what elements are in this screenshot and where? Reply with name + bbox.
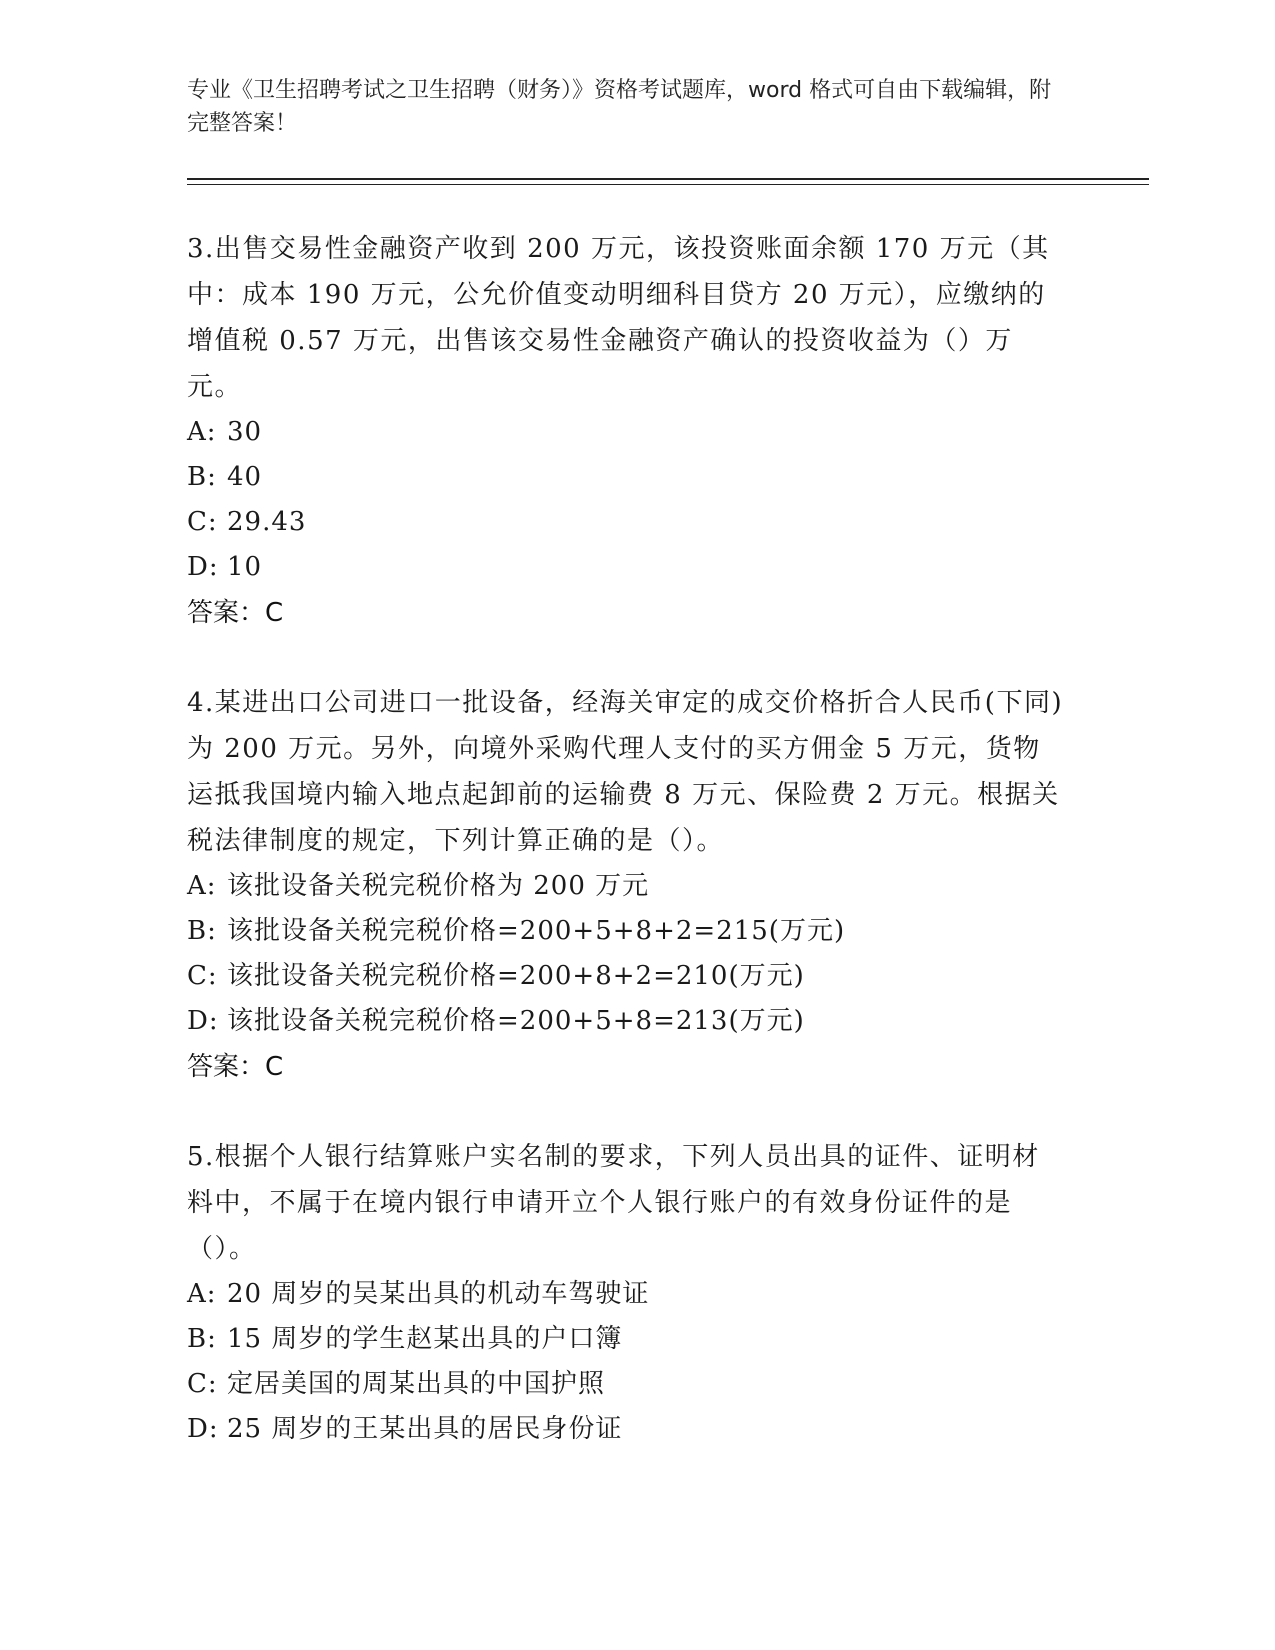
option-text: 40 (227, 462, 263, 492)
option-b (187, 909, 1067, 954)
option-label: C: (187, 1369, 218, 1399)
option-text: 该批设备关税完税价格=200+8+2=210(万元) (227, 961, 805, 991)
option-b (187, 455, 1067, 500)
option-label: D: (187, 1414, 219, 1444)
option-text: 该批设备关税完税价格为 200 万元 (227, 871, 650, 901)
header-text: 专业《卫生招聘考试之卫生招聘（财务）》资格考试题库，word 格式可自由下载编辑，附完整答案！ (187, 78, 1052, 136)
option-a (187, 410, 1067, 455)
option-label: A: (187, 871, 217, 901)
option-label: A: (187, 417, 217, 447)
question-stem: 4.某进出口公司进口一批设备，经海关审定的成交价格折合人民币(下同)为 200 万元。另外，向境外采购代理人支付的买方佣金 5 万元，货物运抵我国境内输入地点起卸前的运输费 8 万元、保险费 2 万元。根据关税法律制度的规定，下列计算正确的是（）。 (187, 688, 1064, 856)
question-4 (187, 680, 1067, 1090)
option-label: A: (187, 1279, 217, 1309)
option-label: C: (187, 961, 218, 991)
option-text: 30 (227, 417, 263, 447)
option-label: B: (187, 462, 217, 492)
option-c (187, 500, 1067, 545)
page-header (187, 74, 1067, 140)
option-d (187, 545, 1067, 590)
option-a (187, 864, 1067, 909)
answer: 答案：C (187, 598, 284, 628)
option-text: 定居美国的周某出具的中国护照 (227, 1369, 606, 1399)
option-d (187, 1407, 1067, 1452)
option-text: 20 周岁的吴某出具的机动车驾驶证 (227, 1279, 650, 1309)
question-5 (187, 1134, 1067, 1452)
option-label: D: (187, 1006, 219, 1036)
option-c (187, 954, 1067, 999)
option-text: 该批设备关税完税价格=200+5+8+2=215(万元) (227, 916, 846, 946)
option-d (187, 999, 1067, 1044)
option-text: 25 周岁的王某出具的居民身份证 (227, 1414, 623, 1444)
question-stem: 5.根据个人银行结算账户实名制的要求，下列人员出具的证件、证明材料中，不属于在境内银行申请开立个人银行账户的有效身份证件的是（）。 (187, 1142, 1040, 1264)
question-3 (187, 226, 1067, 636)
answer: 答案：C (187, 1052, 284, 1082)
option-label: C: (187, 507, 218, 537)
option-a (187, 1272, 1067, 1317)
header-rule-thin (187, 184, 1149, 185)
option-text: 29.43 (227, 507, 307, 537)
option-text: 该批设备关税完税价格=200+5+8=213(万元) (227, 1006, 805, 1036)
header-rule-thick (187, 178, 1149, 180)
option-text: 10 (227, 552, 263, 582)
option-c (187, 1362, 1067, 1407)
option-label: B: (187, 916, 217, 946)
option-label: B: (187, 1324, 217, 1354)
option-b (187, 1317, 1067, 1362)
question-stem: 3.出售交易性金融资产收到 200 万元，该投资账面余额 170 万元（其中：成本 190 万元，公允价值变动明细科目贷方 20 万元），应缴纳的增值税 0.57 万元，出售该交易性金融资产确认的投资收益为（）万元。 (187, 234, 1050, 402)
option-label: D: (187, 552, 219, 582)
option-text: 15 周岁的学生赵某出具的户口簿 (227, 1324, 623, 1354)
